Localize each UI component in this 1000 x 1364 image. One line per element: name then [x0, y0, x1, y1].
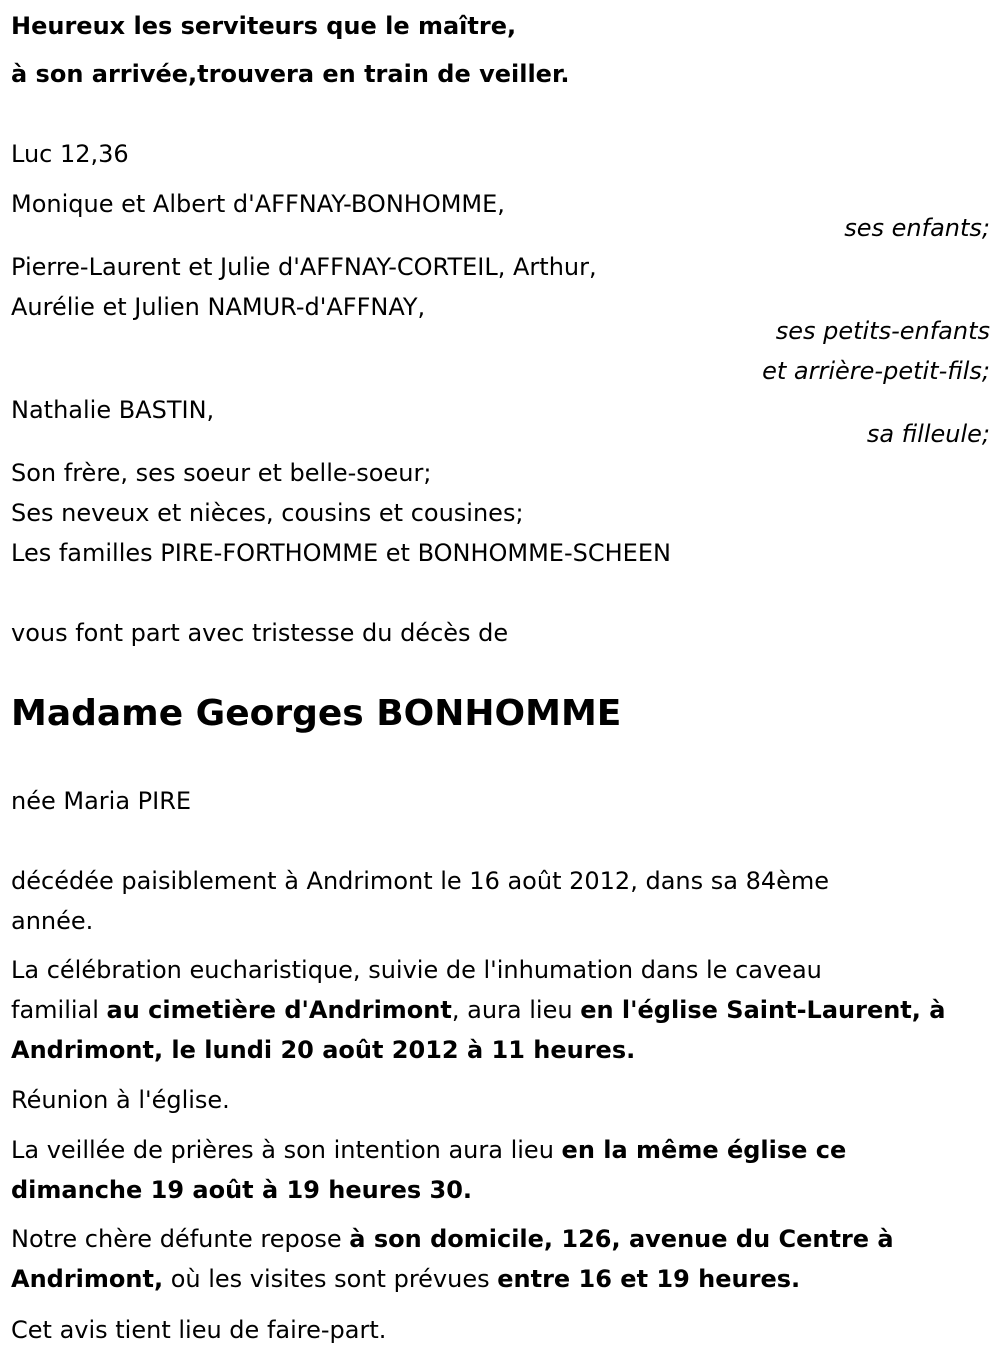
vigil-date: dimanche 19 août à 19 heures 30.	[11, 1176, 473, 1204]
rest-town: Andrimont,	[11, 1265, 164, 1293]
children-names: Monique et Albert d'AFFNAY-BONHOMME,	[11, 190, 505, 218]
grandchildren-role-1: ses petits-enfants	[775, 317, 990, 345]
closing-text: Cet avis tient lieu de faire-part.	[11, 1316, 387, 1344]
meeting-text: Réunion à l'église.	[11, 1086, 230, 1114]
epigraph-reference: Luc 12,36	[11, 140, 129, 168]
grandchildren-line-2: Aurélie et Julien NAMUR-d'AFFNAY,	[11, 293, 426, 321]
death-line-2: année.	[11, 907, 94, 935]
relatives-line-1: Son frère, ses soeur et belle-soeur;	[11, 459, 432, 487]
ceremony-date: Andrimont, le lundi 20 août 2012 à 11 heures.	[11, 1036, 636, 1064]
rest-intro: Notre chère défunte repose	[11, 1225, 350, 1253]
ceremony-aura-lieu: , aura lieu	[451, 996, 581, 1024]
goddaughter-role: sa filleule;	[866, 420, 990, 448]
ceremony-church: en l'église Saint-Laurent, à	[580, 996, 946, 1024]
children-role: ses enfants;	[844, 214, 990, 242]
deceased-name: Madame Georges BONHOMME	[11, 693, 622, 734]
announcement-text: vous font part avec tristesse du décès de	[11, 619, 509, 647]
relatives-line-2: Ses neveux et nièces, cousins et cousines;	[11, 499, 524, 527]
epigraph-line-1: Heureux les serviteurs que le maître,	[11, 12, 517, 40]
ceremony-familial: familial	[11, 996, 107, 1024]
epigraph-line-2: à son arrivée,trouvera en train de veiller.	[11, 60, 570, 88]
rest-address: à son domicile, 126, avenue du Centre à	[349, 1225, 894, 1253]
ceremony-line-1: La célébration eucharistique, suivie de l'inhumation dans le caveau	[11, 956, 822, 984]
goddaughter-name: Nathalie BASTIN,	[11, 396, 215, 424]
vigil-intro: La veillée de prières à son intention aura lieu	[11, 1136, 562, 1164]
death-line-1: décédée paisiblement à Andrimont le 16 août 2012, dans sa 84ème	[11, 867, 830, 895]
birth-name: née Maria PIRE	[11, 787, 192, 815]
vigil-place: en la même église ce	[561, 1136, 847, 1164]
grandchildren-line-1: Pierre-Laurent et Julie d'AFFNAY-CORTEIL, Arthur,	[11, 253, 597, 281]
relatives-line-3: Les familles PIRE-FORTHOMME et BONHOMME-SCHEEN	[11, 539, 671, 567]
rest-line-2	[11, 1259, 800, 1299]
rest-line-1	[11, 1219, 894, 1259]
vigil-line-1	[11, 1130, 846, 1170]
grandchildren-role-2: et arrière-petit-fils;	[762, 357, 990, 385]
rest-hours: entre 16 et 19 heures.	[497, 1265, 801, 1293]
rest-visits: où les visites sont prévues	[163, 1265, 498, 1293]
ceremony-cemetery: au cimetière d'Andrimont	[106, 996, 452, 1024]
ceremony-line-2	[11, 990, 945, 1030]
